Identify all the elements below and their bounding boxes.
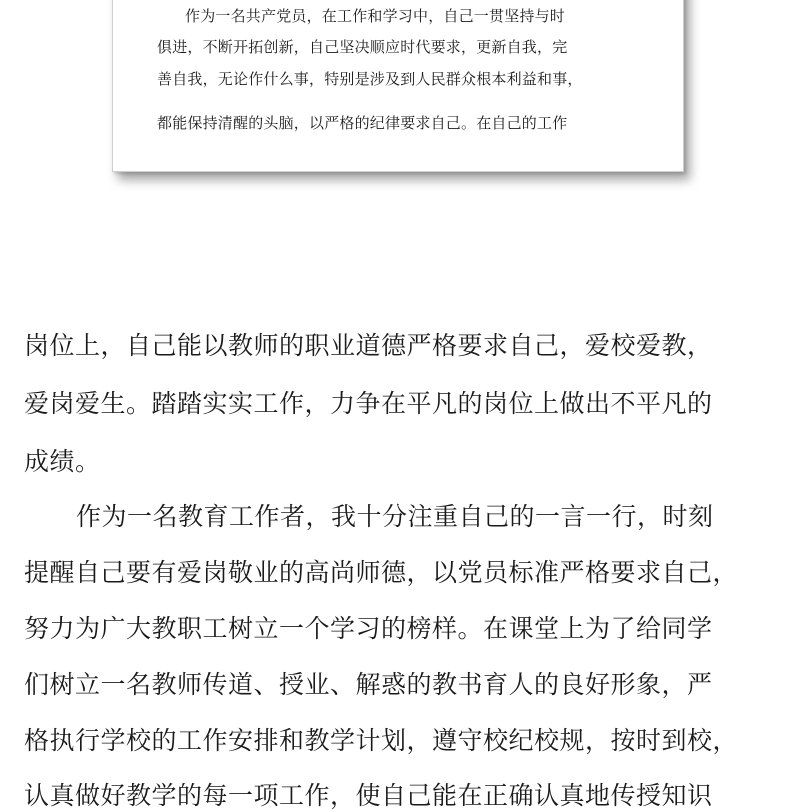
paragraph-line: 们树立一名教师传道、授业、解惑的教书育人的良好形象，严 bbox=[24, 670, 713, 699]
paragraph-line: 成绩。 bbox=[24, 447, 101, 476]
document-page-card bbox=[112, 0, 684, 172]
card-paragraph-line: 俱进，不断开拓创新，自己坚决顺应时代要求，更新自我，完 bbox=[157, 38, 568, 56]
paragraph-line: 爱岗爱生。踏踏实实工作，力争在平凡的岗位上做出不平凡的 bbox=[24, 389, 713, 418]
paragraph-line: 格执行学校的工作安排和教学计划，遵守校纪校规，按时到校， bbox=[24, 726, 739, 755]
paragraph-line: 努力为广大教职工树立一个学习的榜样。在课堂上为了给同学 bbox=[24, 614, 713, 643]
paragraph-line: 岗位上，自己能以教师的职业道德严格要求自己，爱校爱教， bbox=[24, 331, 713, 360]
card-paragraph-line: 作为一名共产党员，在工作和学习中，自己一贯坚持与时 bbox=[185, 7, 566, 25]
paragraph-line: 提醒自己要有爱岗敬业的高尚师德，以党员标准严格要求自己， bbox=[24, 558, 739, 587]
paragraph-line: 认真做好教学的每一项工作，使自己能在正确认真地传授知识 bbox=[24, 781, 713, 810]
card-paragraph-line: 善自我，无论作什么事，特别是涉及到人民群众根本利益和事， bbox=[157, 70, 583, 88]
card-paragraph-line: 都能保持清醒的头脑，以严格的纪律要求自己。在自己的工作 bbox=[157, 114, 568, 132]
paragraph-line: 作为一名教育工作者，我十分注重自己的一言一行，时刻 bbox=[76, 502, 714, 531]
